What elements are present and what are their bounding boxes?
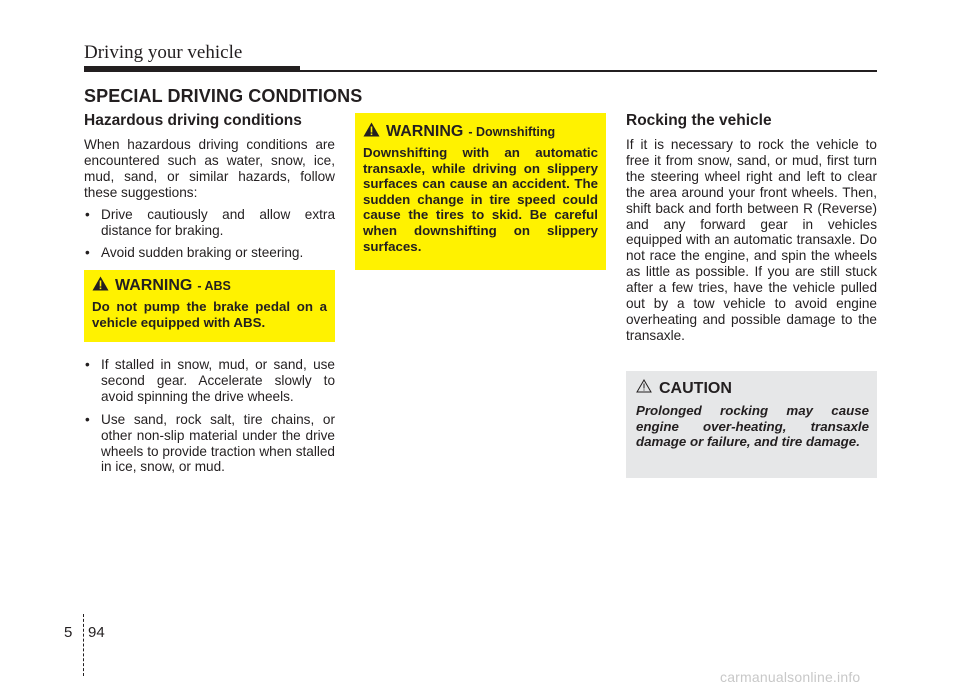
warning-downshifting-box: [355, 113, 606, 270]
caution-label: CAUTION: [659, 379, 732, 397]
caution-icon: [636, 379, 659, 398]
header-bar: [84, 66, 300, 72]
hazardous-column-continued: [84, 357, 335, 482]
hazardous-intro: When hazardous driving conditions are encountered such as water, snow, ice, mud, sand, or similar hazards, follow these suggestions:: [84, 137, 335, 200]
warning-label: WARNING: [386, 123, 464, 140]
warning-downshifting-header: [363, 122, 598, 142]
rocking-column: [626, 112, 877, 344]
bullet-item: • If stalled in snow, mud, or sand, use second gear. Accelerate slowly to avoid spinning the drive wheels.: [84, 357, 335, 405]
caution-text: Prolonged rocking may cause engine over-heating, transaxle damage or failure, and tire damage.: [636, 403, 869, 450]
chapter-number: 5: [64, 624, 73, 641]
hazardous-bullets-bottom: [84, 357, 335, 475]
warning-abs-box: [84, 270, 335, 342]
bullet-item: • Avoid sudden braking or steering.: [84, 245, 335, 261]
warning-subtitle: - ABS: [197, 279, 231, 293]
rocking-text: If it is necessary to rock the vehicle to free it from snow, sand, or mud, first turn the steering wheel right and left to clear the area around your front wheels. Then, shift back and forth between R (Reverse) and any forward gear in vehicles equipped with an automatic transaxle. Do not race the engine, and spin the wheels as little as possible. If you are still stuck after a few tries, have the vehicle pulled out by a tow vehicle to avoid engine overheating and possible damage to the transaxle.: [626, 137, 877, 343]
hazardous-column: [84, 112, 335, 268]
caution-header: [636, 379, 869, 398]
bullet-item: • Drive cautiously and allow extra distance for braking.: [84, 207, 335, 239]
warning-icon: [363, 122, 386, 142]
warning-downshifting-text: Downshifting with an automatic transaxle, while driving on slippery surfaces can cause an accident. The sudden change in tire speed could cause the tires to skid. Be careful when downshifting on slippery surfaces.: [363, 145, 598, 254]
page-number: 94: [88, 624, 105, 641]
section-title: SPECIAL DRIVING CONDITIONS: [84, 86, 363, 106]
caution-box: [626, 371, 877, 478]
warning-subtitle: - Downshifting: [468, 125, 556, 139]
header-title: Driving your vehicle: [84, 42, 243, 63]
hazardous-bullets-top: [84, 207, 335, 262]
hazardous-heading: Hazardous driving conditions: [84, 112, 302, 129]
header-rule: [300, 70, 877, 72]
warning-icon: [92, 276, 115, 296]
warning-abs-header: [92, 276, 327, 296]
watermark: carmanualsonline.info: [720, 669, 861, 685]
warning-label: WARNING: [115, 277, 193, 294]
footer-divider: [83, 614, 84, 676]
warning-abs-text: Do not pump the brake pedal on a vehicle equipped with ABS.: [92, 299, 327, 330]
rocking-heading: Rocking the vehicle: [626, 112, 772, 129]
bullet-item: • Use sand, rock salt, tire chains, or other non-slip material under the drive wheels to provide traction when stalled in ice, snow, or mud.: [84, 412, 335, 476]
